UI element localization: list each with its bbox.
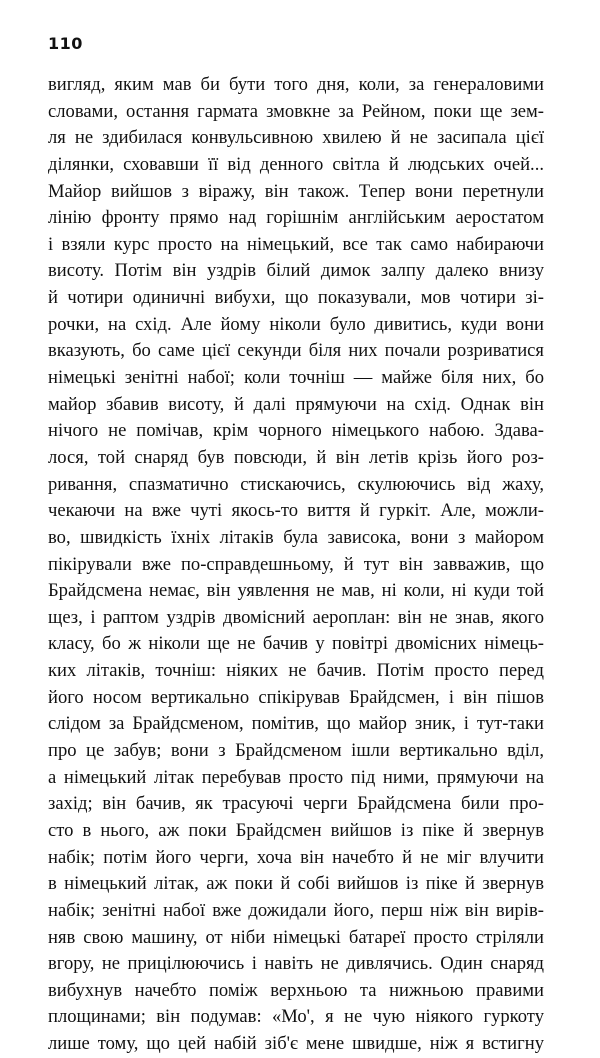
text-line: а німецький літак перебував просто під ними, прямуючи на [48, 766, 544, 788]
text-line: набік; потім його черги, хоча він начебто й не міг влучити [48, 846, 544, 868]
text-line: його носом вертикально спікірував Брайдсмен, і він пішов [48, 686, 544, 708]
text-line: висоту. Потім він уздрів білий димок залпу далеко внизу [48, 260, 544, 282]
text-line: про це забув; вони з Брайдсменом ішли вертикально вділ, [48, 740, 544, 762]
text-line: вигляд, яким мав би бути того дня, коли, за генераловими [48, 74, 544, 95]
text-line: во, швидкість їхніх літаків була зависока, вони з майором [48, 526, 544, 548]
text-line: вгору, не прицілюючись і навіть не дивлячись. Один снаряд [48, 953, 544, 975]
text-line: лінію фронту прямо над горішнім англійським аеростатом [48, 207, 544, 229]
text-line: слідом за Брайдсменом, помітив, що майор зник, і тут-таки [48, 713, 544, 735]
text-line: лише тому, що цей набій зіб'є мене швидше, ніж я встигну [48, 1033, 544, 1055]
text-line: ділянки, сховавши її від денного світла й людських очей... [48, 153, 544, 175]
text-line: пікірували вже по-справдешньому, й тут він завважив, що [48, 553, 544, 575]
text-line: рочки, на схід. Але йому ніколи було дивитись, куди вони [48, 313, 544, 335]
text-line: нічого не помічав, крім чорного німецького набою. Здава- [48, 420, 544, 442]
text-line: і взяли курс просто на німецький, все так само набираючи [48, 233, 544, 255]
text-line: й чотири одиничні вибухи, що показували, мов чотири зі- [48, 287, 544, 309]
text-line: сто в нього, аж поки Брайдсмен вийшов із піке й звернув [48, 819, 544, 841]
text-line: майор збавив висоту, й далі прямуючи на схід. Однак він [48, 393, 544, 415]
text-line: лося, той снаряд був повсюди, й він летів крізь його роз- [48, 446, 544, 468]
text-line: щез, і раптом уздрів двомісний аероплан: він не знав, якого [48, 606, 544, 628]
text-line: чекаючи на вже чуті якось-то виття й гуркіт. Але, можли- [48, 500, 544, 522]
text-line: площинами; він подумав: «Мо', я не чую ніякого гуркоту [48, 1006, 544, 1028]
text-line: вибухнув начебто поміж верхньою та нижньою правими [48, 979, 544, 1001]
page-number: 110 [48, 34, 83, 53]
text-line: німецькі зенітні набої; коли точніш — майже біля них, бо [48, 367, 544, 389]
text-line: няв свою машину, от ніби німецькі батареї просто стріляли [48, 926, 544, 948]
text-line: Брайдсмена немає, він уявлення не мав, ні коли, ні куди той [48, 580, 544, 602]
text-line: ля не здибилася конвульсивною хвилею й не засипала цієї [48, 127, 544, 149]
text-line: вказують, бо саме цієї секунди біля них почали розриватися [48, 340, 544, 362]
text-line: Майор вийшов з віражу, він також. Тепер вони перетнули [48, 180, 544, 202]
text-line: набік; зенітні набої вже дожидали його, перш ніж він вирів- [48, 899, 544, 921]
text-line: ких літаків, точніш: ніяких не бачив. Потім просто перед [48, 660, 544, 682]
text-line: в німецький літак, аж поки й собі вийшов із піке й звернув [48, 873, 544, 895]
body-text [48, 72, 544, 1058]
text-line: словами, остання гармата змовкне за Рейном, поки ще зем- [48, 100, 544, 122]
text-line: захід; він бачив, як трасуючі черги Брайдсмена били про- [48, 793, 544, 815]
text-line: ривання, спазматично стискаючись, скулюючись від жаху, [48, 473, 544, 495]
text-line: класу, бо ж ніколи ще не бачив у повітрі двомісних німець- [48, 633, 544, 655]
